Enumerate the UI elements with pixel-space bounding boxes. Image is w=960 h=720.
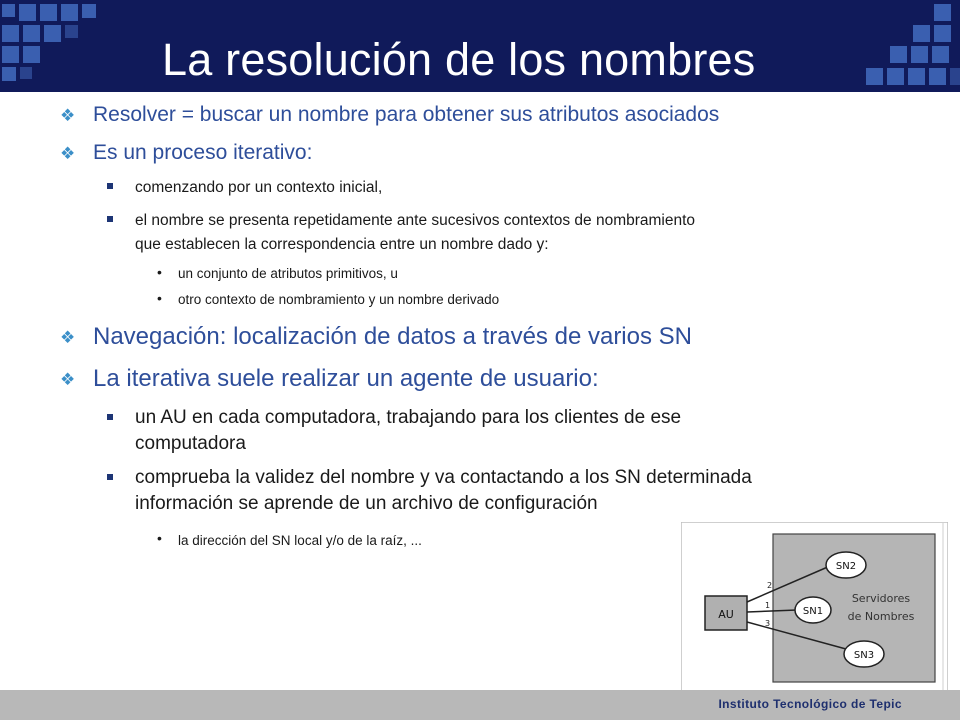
decor-square <box>82 4 96 18</box>
bullet-l2-text: comenzando por un contexto inicial, <box>135 179 383 196</box>
diamond-bullet-icon: ❖ <box>60 370 76 389</box>
square-bullet-icon <box>107 414 113 420</box>
decor-square <box>866 68 883 85</box>
decor-square <box>19 4 36 21</box>
decor-square <box>2 4 15 17</box>
name-servers-diagram <box>681 522 948 692</box>
square-bullet-icon <box>107 474 113 480</box>
edge-label: 2 <box>767 581 773 590</box>
slide-footer <box>0 690 960 720</box>
dot-bullet-icon: • <box>157 264 162 280</box>
diamond-bullet-icon: ❖ <box>60 328 76 347</box>
bullet-l2-text-cont: computadora <box>135 433 246 454</box>
square-bullet-icon <box>107 183 113 189</box>
square-bullet-icon <box>107 216 113 222</box>
decor-square <box>2 25 19 42</box>
decor-square <box>40 4 57 21</box>
sn3-label: SN3 <box>853 650 875 661</box>
decor-square <box>950 68 960 85</box>
bullet-l2-text: comprueba la validez del nombre y va contactando a los SN determinada <box>135 467 752 488</box>
dot-bullet-icon: • <box>157 290 162 306</box>
au-label: AU <box>718 608 734 621</box>
dot-bullet-icon: • <box>157 530 162 546</box>
decor-square <box>929 68 946 85</box>
bullet-l3-text: otro contexto de nombramiento y un nombre derivado <box>178 292 500 307</box>
decor-square <box>934 4 951 21</box>
bullet-l3-text: un conjunto de atributos primitivos, u <box>178 266 398 281</box>
decor-square <box>23 46 40 63</box>
bullet-l1-text: Navegación: localización de datos a través de varios SN <box>93 323 692 350</box>
decor-square <box>934 25 951 42</box>
decor-square <box>23 25 40 42</box>
diamond-bullet-icon: ❖ <box>60 106 76 125</box>
slide-header <box>0 0 960 92</box>
decor-square <box>65 25 78 38</box>
decor-square <box>61 4 78 21</box>
bullet-l2-text-cont: que establecen la correspondencia entre un nombre dado y: <box>135 236 549 253</box>
decor-square <box>887 68 904 85</box>
bullet-l2-text-cont: información se aprende de un archivo de configuración <box>135 493 598 514</box>
edge-label: 1 <box>765 601 771 610</box>
decor-square <box>932 46 949 63</box>
bullet-l1-text: Resolver = buscar un nombre para obtener sus atributos asociados <box>93 103 720 126</box>
bullet-l2-text: un AU en cada computadora, trabajando para los clientes de ese <box>135 407 682 428</box>
footer-institution: Instituto Tecnológico de Tepic <box>718 697 902 711</box>
bullet-l1-text: Es un proceso iterativo: <box>93 141 313 164</box>
bullet-l3-text: la dirección del SN local y/o de la raíz, ... <box>178 533 422 548</box>
bullet-l1-text: La iterativa suele realizar un agente de usuario: <box>93 365 599 392</box>
sn2-label: SN2 <box>835 561 857 572</box>
edge-label: 3 <box>765 619 771 628</box>
slide-title: La resolución de los nombres <box>162 34 756 85</box>
decor-square <box>2 67 16 81</box>
decor-square <box>908 68 925 85</box>
decor-square <box>890 46 907 63</box>
servers-group-label: Servidores <box>851 592 911 605</box>
decor-square <box>911 46 928 63</box>
decor-square <box>913 25 930 42</box>
servers-group-label-cont: de Nombres <box>847 610 915 623</box>
decor-square <box>2 46 19 63</box>
decor-square <box>20 67 32 79</box>
sn1-label: SN1 <box>802 606 824 617</box>
decor-square <box>44 25 61 42</box>
diamond-bullet-icon: ❖ <box>60 144 76 163</box>
bullet-l2-text: el nombre se presenta repetidamente ante sucesivos contextos de nombramiento <box>135 212 696 229</box>
